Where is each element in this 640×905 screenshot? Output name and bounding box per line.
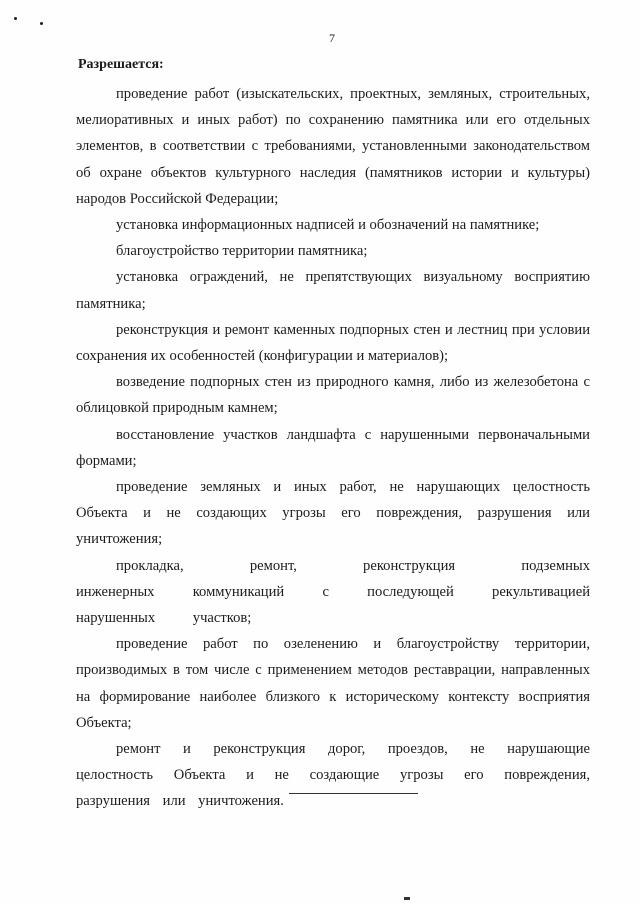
scan-artifact-dot [40, 22, 43, 25]
paragraph-retaining-walls-construction: возведение подпорных стен из природного камня, либо из железобетона с облицовкой природным камнем; [76, 374, 590, 417]
paragraph-roads-repair: ремонт и реконструкция дорог, проездов, не нарушающие целостность Объекта и не создающие угрозы его повреждения, разрушения или уничтожения. [76, 741, 590, 810]
paragraph-earthworks: проведение земляных и иных работ, не нарушающих целостность Объекта и не создающих угрозы его повреждения, разрушения или уничтожения; [76, 479, 590, 548]
paragraph-information-signs: установка информационных надписей и обозначений на памятнике; [116, 217, 540, 234]
paragraph-utility-networks: прокладка, ремонт, реконструкция подземных инженерных коммуникаций с последующей рекультивацией нарушенных участков; [76, 557, 590, 627]
paragraph-landscaping: благоустройство территории памятника; [116, 243, 368, 260]
permitted-activities-list [76, 81, 590, 815]
page-number: 7 [329, 31, 335, 45]
paragraph-preservation-works: проведение работ (изыскательских, проектных, земляных, строительных, мелиоративных и иных работ) по сохранению памятника или его отдельных элементов, в соответствии с требованиями, установленными законодательством об охране объектов культурного наследия (памятников истории и культуры) народов Российской Федерации; [76, 86, 590, 207]
section-divider-line [289, 793, 418, 794]
scan-artifact-mark [404, 897, 410, 900]
paragraph-landscape-restoration: восстановление участков ландшафта с нарушенными первоначальными формами; [76, 426, 590, 469]
paragraph-greening: проведение работ по озеленению и благоустройству территории, производимых в том числе с применением методов реставрации, направленных на формирование наиболее близкого к историческому контексту восприятия Объекта; [76, 636, 590, 731]
scan-artifact-dot [14, 17, 17, 20]
paragraph-fencing: установка ограждений, не препятствующих визуальному восприятию памятника; [76, 269, 590, 312]
paragraph-retaining-walls-repair: реконструкция и ремонт каменных подпорных стен и лестниц при условии сохранения их особенностей (конфигурации и материалов); [76, 321, 590, 365]
section-heading: Разрешается: [78, 57, 164, 72]
